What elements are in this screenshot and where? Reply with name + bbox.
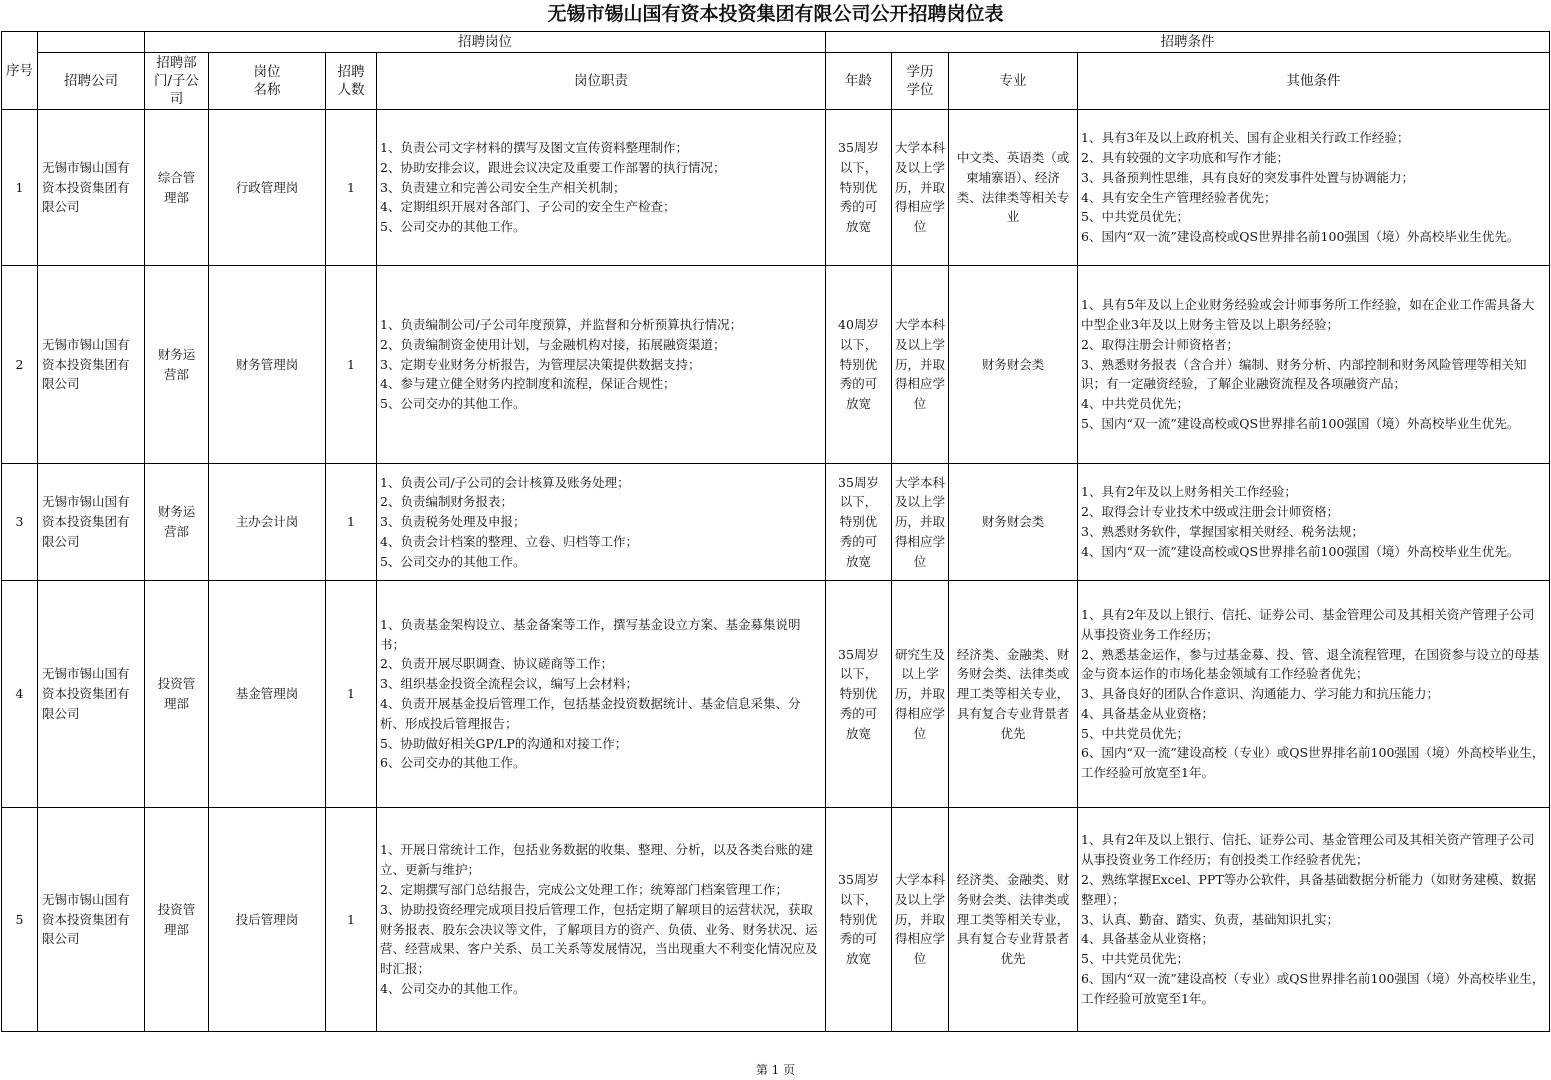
condition-item: 3、具备良好的团队合作意识、沟通能力、学习能力和抗压能力； xyxy=(1081,686,1439,702)
cell-age: 40周岁以下，特别优秀的可放宽 xyxy=(826,266,892,464)
cell-duties xyxy=(377,464,826,581)
cell-age: 35周岁以下，特别优秀的可放宽 xyxy=(826,808,892,1032)
condition-item: 2、具有较强的文字功底和写作才能； xyxy=(1081,149,1289,165)
cell-company: 无锡市锡山国有资本投资集团有限公司 xyxy=(38,110,145,266)
condition-item: 3、认真、勤奋、踏实、负责，基础知识扎实； xyxy=(1081,911,1339,927)
duty-item: 3、负责税务处理及申报； xyxy=(380,514,526,530)
cell-duties xyxy=(377,581,826,808)
duty-item: 3、协助投资经理完成项目投后管理工作，包括定期了解项目的运营状况，获取财务报表、股东会决议等文件，了解项目方的资产、负债、业务、财务状况、运营、经营成果、客户关系、员工关系等发展情况，当出现重大不利变化情况应及时汇报； xyxy=(380,901,818,977)
cell-education: 大学本科及以上学历，并取得相应学位 xyxy=(892,266,949,464)
cell-dept: 财务运营部 xyxy=(145,464,209,581)
cell-age: 35周岁以下，特别优秀的可放宽 xyxy=(826,464,892,581)
cell-major: 财务财会类 xyxy=(949,464,1078,581)
cell-other xyxy=(1078,266,1550,464)
duty-item: 1、开展日常统计工作，包括业务数据的收集、整理、分析，以及各类台账的建立、更新与维护； xyxy=(380,842,813,878)
condition-item: 4、国内“双一流”建设高校或QS世界排名前100强国（境）外高校毕业生优先。 xyxy=(1081,543,1520,559)
duty-item: 2、负责编制财务报表； xyxy=(380,494,513,510)
cell-position: 投后管理岗 xyxy=(209,808,326,1032)
duty-item: 5、公司交办的其他工作。 xyxy=(380,219,526,235)
duty-item: 1、负责编制公司/子公司年度预算，并监督和分析预算执行情况； xyxy=(380,317,743,332)
table-row xyxy=(2,464,1550,581)
recruitment-table xyxy=(1,31,1550,1032)
cell-age: 35周岁以下，特别优秀的可放宽 xyxy=(826,581,892,808)
header-age: 年龄 xyxy=(826,53,892,110)
condition-item: 2、取得会计专业技术中级或注册会计师资格； xyxy=(1081,504,1339,520)
duty-item: 1、负责基金架构设立、基金备案等工作，撰写基金设立方案、基金募集说明书； xyxy=(380,616,801,652)
cell-seq: 4 xyxy=(2,581,38,808)
cell-major: 经济类、金融类、财务财会类、法律类或理工类等相关专业，具有复合专业背景者优先 xyxy=(949,808,1078,1032)
table-row xyxy=(2,581,1550,808)
condition-item: 1、具有2年及以上银行、信托、证券公司、基金管理公司及其相关资产管理子公司从事投资业务工作经历；有创投类工作经验者优先； xyxy=(1081,832,1535,868)
condition-item: 2、熟练掌握Excel、PPT等办公软件，具备基础数据分析能力（如财务建模、数据整理）； xyxy=(1081,872,1537,907)
duty-item: 6、公司交办的其他工作。 xyxy=(380,755,526,771)
cell-duties xyxy=(377,808,826,1032)
condition-item: 1、具有5年及以上企业财务经验或会计师事务所工作经验，如在企业工作需具备大中型企业3年及以上财务主管及以上职务经验； xyxy=(1081,297,1535,332)
duty-item: 4、负责开展基金投后管理工作，包括基金投资数据统计、基金信息采集、分析、形成投后管理报告； xyxy=(380,696,801,731)
cell-count: 1 xyxy=(326,266,377,464)
condition-item: 4、具备基金从业资格； xyxy=(1081,931,1214,947)
cell-count: 1 xyxy=(326,808,377,1032)
page-title: 无锡市锡山国有资本投资集团有限公司公开招聘岗位表 xyxy=(547,3,1004,25)
cell-dept: 综合管理部 xyxy=(145,110,209,266)
header-company-blank xyxy=(38,32,145,53)
cell-major: 中文类、英语类（或柬埔寨语）、经济类、法律类等相关专业 xyxy=(949,110,1078,266)
header-position: 岗位名称 xyxy=(209,53,326,110)
table-row xyxy=(2,266,1550,464)
cell-other xyxy=(1078,110,1550,266)
cell-company: 无锡市锡山国有资本投资集团有限公司 xyxy=(38,581,145,808)
cell-education: 大学本科及以上学历，并取得相应学位 xyxy=(892,110,949,266)
duty-item: 4、定期组织开展对各部门、子公司的安全生产检查； xyxy=(380,199,676,215)
cell-count: 1 xyxy=(326,581,377,808)
condition-item: 5、国内“双一流”建设高校或QS世界排名前100强国（境）外高校毕业生优先。 xyxy=(1081,415,1520,431)
cell-other xyxy=(1078,464,1550,581)
cell-dept: 财务运营部 xyxy=(145,266,209,464)
cell-education: 大学本科及以上学历，并取得相应学位 xyxy=(892,808,949,1032)
header-dept: 招聘部门/子公司 xyxy=(145,53,209,110)
cell-seq: 3 xyxy=(2,464,38,581)
condition-item: 6、国内“双一流”建设高校或QS世界排名前100强国（境）外高校毕业生优先。 xyxy=(1081,229,1520,245)
condition-item: 3、具备预判性思维，具有良好的突发事件处置与协调能力； xyxy=(1081,169,1414,185)
header-group-position: 招聘岗位 xyxy=(145,32,826,53)
duty-item: 3、负责建立和完善公司安全生产相关机制； xyxy=(380,179,626,195)
header-group-conditions: 招聘条件 xyxy=(826,32,1550,53)
page-number: 第 1 页 xyxy=(755,1063,796,1077)
duty-item: 2、负责开展尽职调查、协议磋商等工作； xyxy=(380,656,613,672)
duty-item: 3、定期专业财务分析报告，为管理层决策提供数据支持； xyxy=(380,356,701,372)
cell-company: 无锡市锡山国有资本投资集团有限公司 xyxy=(38,266,145,464)
condition-item: 1、具有2年及以上银行、信托、证券公司、基金管理公司及其相关资产管理子公司从事投资业务工作经历； xyxy=(1081,606,1535,642)
condition-item: 5、中共党员优先； xyxy=(1081,725,1189,741)
duty-item: 4、参与建立健全财务内控制度和流程，保证合规性； xyxy=(380,376,676,392)
cell-other xyxy=(1078,581,1550,808)
duty-item: 4、公司交办的其他工作。 xyxy=(380,980,526,996)
condition-item: 5、中共党员优先； xyxy=(1081,209,1189,225)
duty-item: 2、负责编制资金使用计划，与金融机构对接，拓展融资渠道； xyxy=(380,336,726,352)
duty-item: 1、负责公司文字材料的撰写及图文宣传资料整理制作； xyxy=(380,140,688,155)
cell-count: 1 xyxy=(326,110,377,266)
condition-item: 4、具备基金从业资格； xyxy=(1081,705,1214,721)
duty-item: 4、负责会计档案的整理、立卷、归档等工作； xyxy=(380,533,638,549)
condition-item: 2、取得注册会计师资格者； xyxy=(1081,336,1239,352)
table-row xyxy=(2,808,1550,1032)
condition-item: 6、国内“双一流”建设高校（专业）或QS世界排名前100强国（境）外高校毕业生，工作经验可放宽至1年。 xyxy=(1081,745,1545,781)
cell-position: 行政管理岗 xyxy=(209,110,326,266)
cell-company: 无锡市锡山国有资本投资集团有限公司 xyxy=(38,808,145,1032)
header-other: 其他条件 xyxy=(1078,53,1550,110)
header-seq: 序号 xyxy=(2,32,38,110)
condition-item: 4、中共党员优先； xyxy=(1081,396,1189,412)
condition-item: 1、具有3年及以上政府机关、国有企业相关行政工作经验； xyxy=(1081,130,1410,146)
cell-other xyxy=(1078,808,1550,1032)
cell-education: 研究生及以上学历，并取得相应学位 xyxy=(892,581,949,808)
cell-major: 经济类、金融类、财务财会类、法律类或理工类等相关专业，具有复合专业背景者优先 xyxy=(949,581,1078,808)
cell-seq: 5 xyxy=(2,808,38,1032)
duty-item: 5、协助做好相关GP/LP的沟通和对接工作； xyxy=(380,735,628,751)
cell-position: 财务管理岗 xyxy=(209,266,326,464)
condition-item: 4、具有安全生产管理经验者优先； xyxy=(1081,189,1277,205)
cell-company: 无锡市锡山国有资本投资集团有限公司 xyxy=(38,464,145,581)
duty-item: 5、公司交办的其他工作。 xyxy=(380,553,526,569)
condition-item: 5、中共党员优先； xyxy=(1081,951,1189,967)
cell-age: 35周岁以下，特别优秀的可放宽 xyxy=(826,110,892,266)
cell-seq: 1 xyxy=(2,110,38,266)
condition-item: 3、熟悉财务软件，掌握国家相关财经、税务法规； xyxy=(1081,524,1364,539)
cell-dept: 投资管理部 xyxy=(145,808,209,1032)
cell-seq: 2 xyxy=(2,266,38,464)
cell-position: 主办会计岗 xyxy=(209,464,326,581)
cell-major: 财务财会类 xyxy=(949,266,1078,464)
duty-item: 3、组织基金投资全流程会议，编写上会材料； xyxy=(380,676,638,692)
cell-position: 基金管理岗 xyxy=(209,581,326,808)
duty-item: 1、负责公司/子公司的会计核算及账务处理； xyxy=(380,474,630,490)
cell-education: 大学本科及以上学历，并取得相应学位 xyxy=(892,464,949,581)
condition-item: 1、具有2年及以上财务相关工作经验； xyxy=(1081,484,1297,500)
condition-item: 6、国内“双一流”建设高校（专业）或QS世界排名前100强国（境）外高校毕业生，工作经验可放宽至1年。 xyxy=(1081,970,1545,1006)
duty-item: 2、定期撰写部门总结报告，完成公文处理工作；统筹部门档案管理工作； xyxy=(380,881,788,897)
cell-count: 1 xyxy=(326,464,377,581)
condition-item: 3、熟悉财务报表（含合并）编制、财务分析、内部控制和财务风险管理等相关知识；有一定融资经验，了解企业融资流程及各项融资产品； xyxy=(1081,356,1527,392)
cell-dept: 投资管理部 xyxy=(145,581,209,808)
header-duties: 岗位职责 xyxy=(377,53,826,110)
duty-item: 2、协助安排会议，跟进会议决定及重要工作部署的执行情况； xyxy=(380,159,726,175)
header-major: 专业 xyxy=(949,53,1078,110)
condition-item: 2、熟悉基金运作，参与过基金募、投、管、退全流程管理，在国资参与设立的母基金与资本运作的市场化基金领域有工作经验者优先； xyxy=(1081,646,1539,682)
header-education: 学历学位 xyxy=(892,53,949,110)
duty-item: 5、公司交办的其他工作。 xyxy=(380,396,526,412)
header-company: 招聘公司 xyxy=(38,53,145,110)
cell-duties xyxy=(377,266,826,464)
cell-duties xyxy=(377,110,826,266)
header-count: 招聘人数 xyxy=(326,53,377,110)
table-row xyxy=(2,110,1550,266)
